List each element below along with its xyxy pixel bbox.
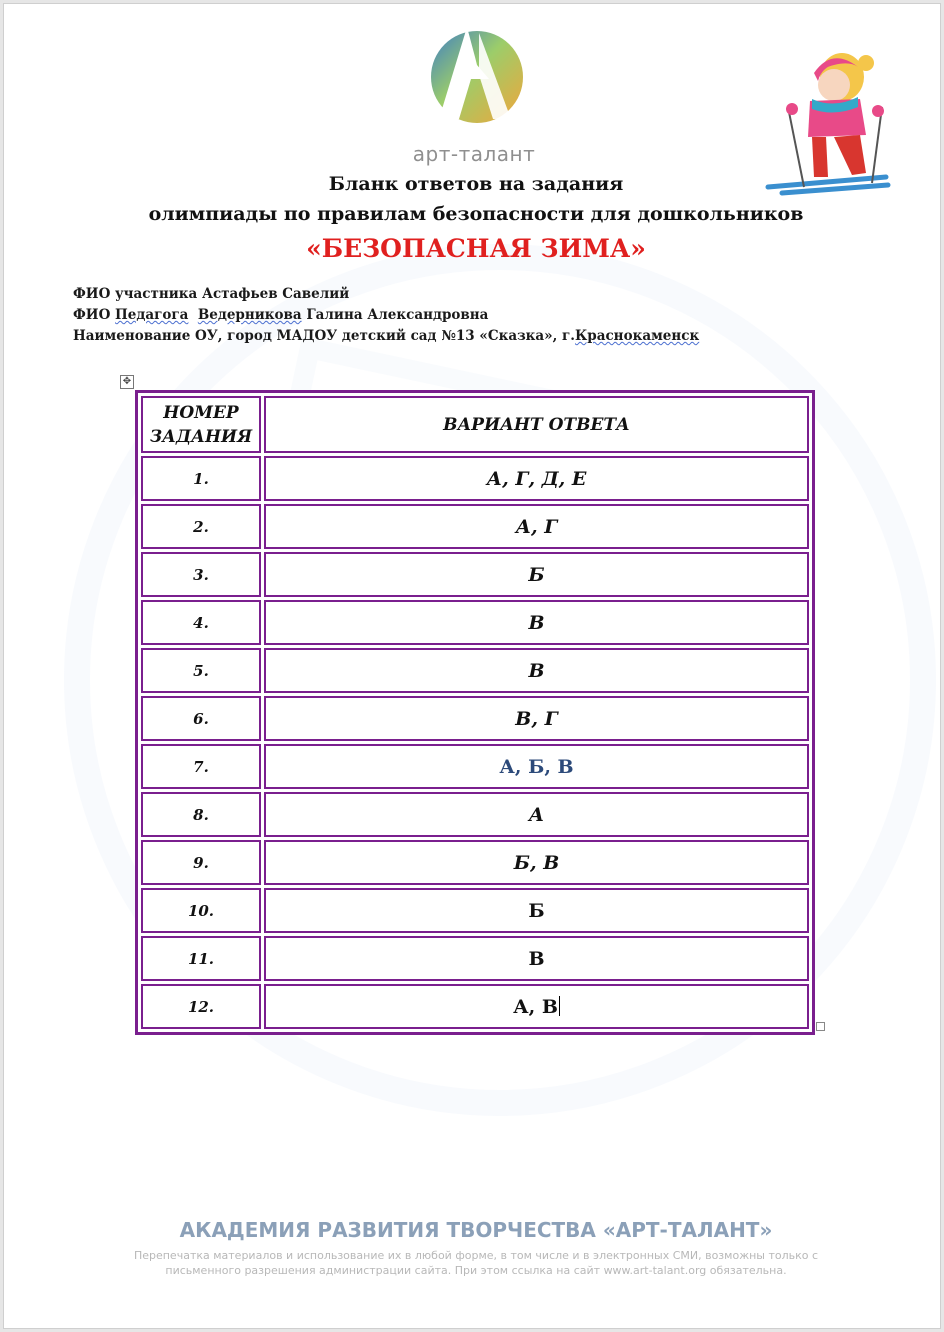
task-number-cell[interactable]: 5. (141, 648, 261, 693)
task-number-cell[interactable]: 3. (141, 552, 261, 597)
document-page (3, 3, 941, 1329)
task-number-cell[interactable]: 10. (141, 888, 261, 933)
table-header-row (141, 396, 809, 453)
form-subtitle: олимпиады по правилам безопасности для дошкольников (148, 203, 804, 225)
task-number-cell[interactable]: 8. (141, 792, 261, 837)
academy-footer-title: АКАДЕМИЯ РАЗВИТИЯ ТВОРЧЕСТВА «АРТ-ТАЛАНТ» (179, 1218, 773, 1242)
task-number-cell[interactable]: 12. (141, 984, 261, 1029)
task-number-cell[interactable]: 2. (141, 504, 261, 549)
table-row (141, 600, 809, 645)
answer-cell[interactable]: А, Г (264, 504, 809, 549)
answer-text: А, В (513, 995, 558, 1018)
answer-cell[interactable]: В, Г (264, 696, 809, 741)
header-number-cell[interactable]: НОМЕР ЗАДАНИЯ (141, 396, 261, 453)
answer-cell[interactable]: В (264, 648, 809, 693)
text-cursor (559, 996, 560, 1016)
task-number-cell[interactable]: 4. (141, 600, 261, 645)
teacher-surname: Ведерникова (197, 307, 302, 323)
school-city: Краснокаменск (575, 328, 700, 344)
teacher-gap (188, 307, 197, 323)
answer-cell[interactable] (264, 984, 809, 1029)
table-row (141, 984, 809, 1029)
teacher-prefix: ФИО (73, 307, 116, 323)
answer-cell[interactable]: Б (264, 552, 809, 597)
answer-cell[interactable]: А (264, 792, 809, 837)
table-row (141, 504, 809, 549)
task-number-cell[interactable]: 7. (141, 744, 261, 789)
task-number-cell[interactable]: 6. (141, 696, 261, 741)
form-title: Бланк ответов на задания (328, 173, 624, 195)
table-row (141, 744, 809, 789)
table-row (141, 552, 809, 597)
answer-cell[interactable]: В (264, 600, 809, 645)
table-move-handle-icon[interactable]: ✥ (120, 375, 134, 389)
olympiad-name: «БЕЗОПАСНАЯ ЗИМА» (306, 234, 646, 263)
answer-cell[interactable]: А, Г, Д, Е (264, 456, 809, 501)
task-number-cell[interactable]: 11. (141, 936, 261, 981)
table-row (141, 696, 809, 741)
table-row (141, 792, 809, 837)
teacher-word: Педагога (115, 307, 189, 323)
copyright-line-2: письменного разрешения администрации сайта. При этом ссылка на сайт www.art-talant.org обязательна. (165, 1264, 787, 1277)
header-answer-cell[interactable]: ВАРИАНТ ОТВЕТА (264, 396, 809, 453)
answers-table (135, 390, 815, 1035)
task-number-cell[interactable]: 9. (141, 840, 261, 885)
table-row (141, 456, 809, 501)
table-row (141, 888, 809, 933)
task-number-cell[interactable]: 1. (141, 456, 261, 501)
answer-cell[interactable]: А, Б, В (264, 744, 809, 789)
school-main: Наименование ОУ, город МАДОУ детский сад №13 «Сказка», г. (73, 328, 575, 344)
art-talant-logo-icon (419, 19, 529, 129)
table-resize-handle[interactable] (816, 1022, 825, 1031)
answer-cell[interactable]: В (264, 936, 809, 981)
table-row (141, 840, 809, 885)
answer-cell[interactable]: Б, В (264, 840, 809, 885)
participant-name: ФИО участника Астафьев Савелий (73, 286, 350, 302)
copyright-line-1: Перепечатка материалов и использование их в любой форме, в том числе и в электронных СМИ, возможны только с (133, 1249, 819, 1262)
brand-text: арт-талант (412, 142, 536, 166)
answer-cell[interactable]: Б (264, 888, 809, 933)
teacher-name (73, 307, 488, 323)
copyright-notice (104, 1248, 848, 1278)
school-name (73, 328, 699, 344)
table-row (141, 936, 809, 981)
table-row (141, 648, 809, 693)
teacher-rest: Галина Александровна (301, 307, 489, 323)
